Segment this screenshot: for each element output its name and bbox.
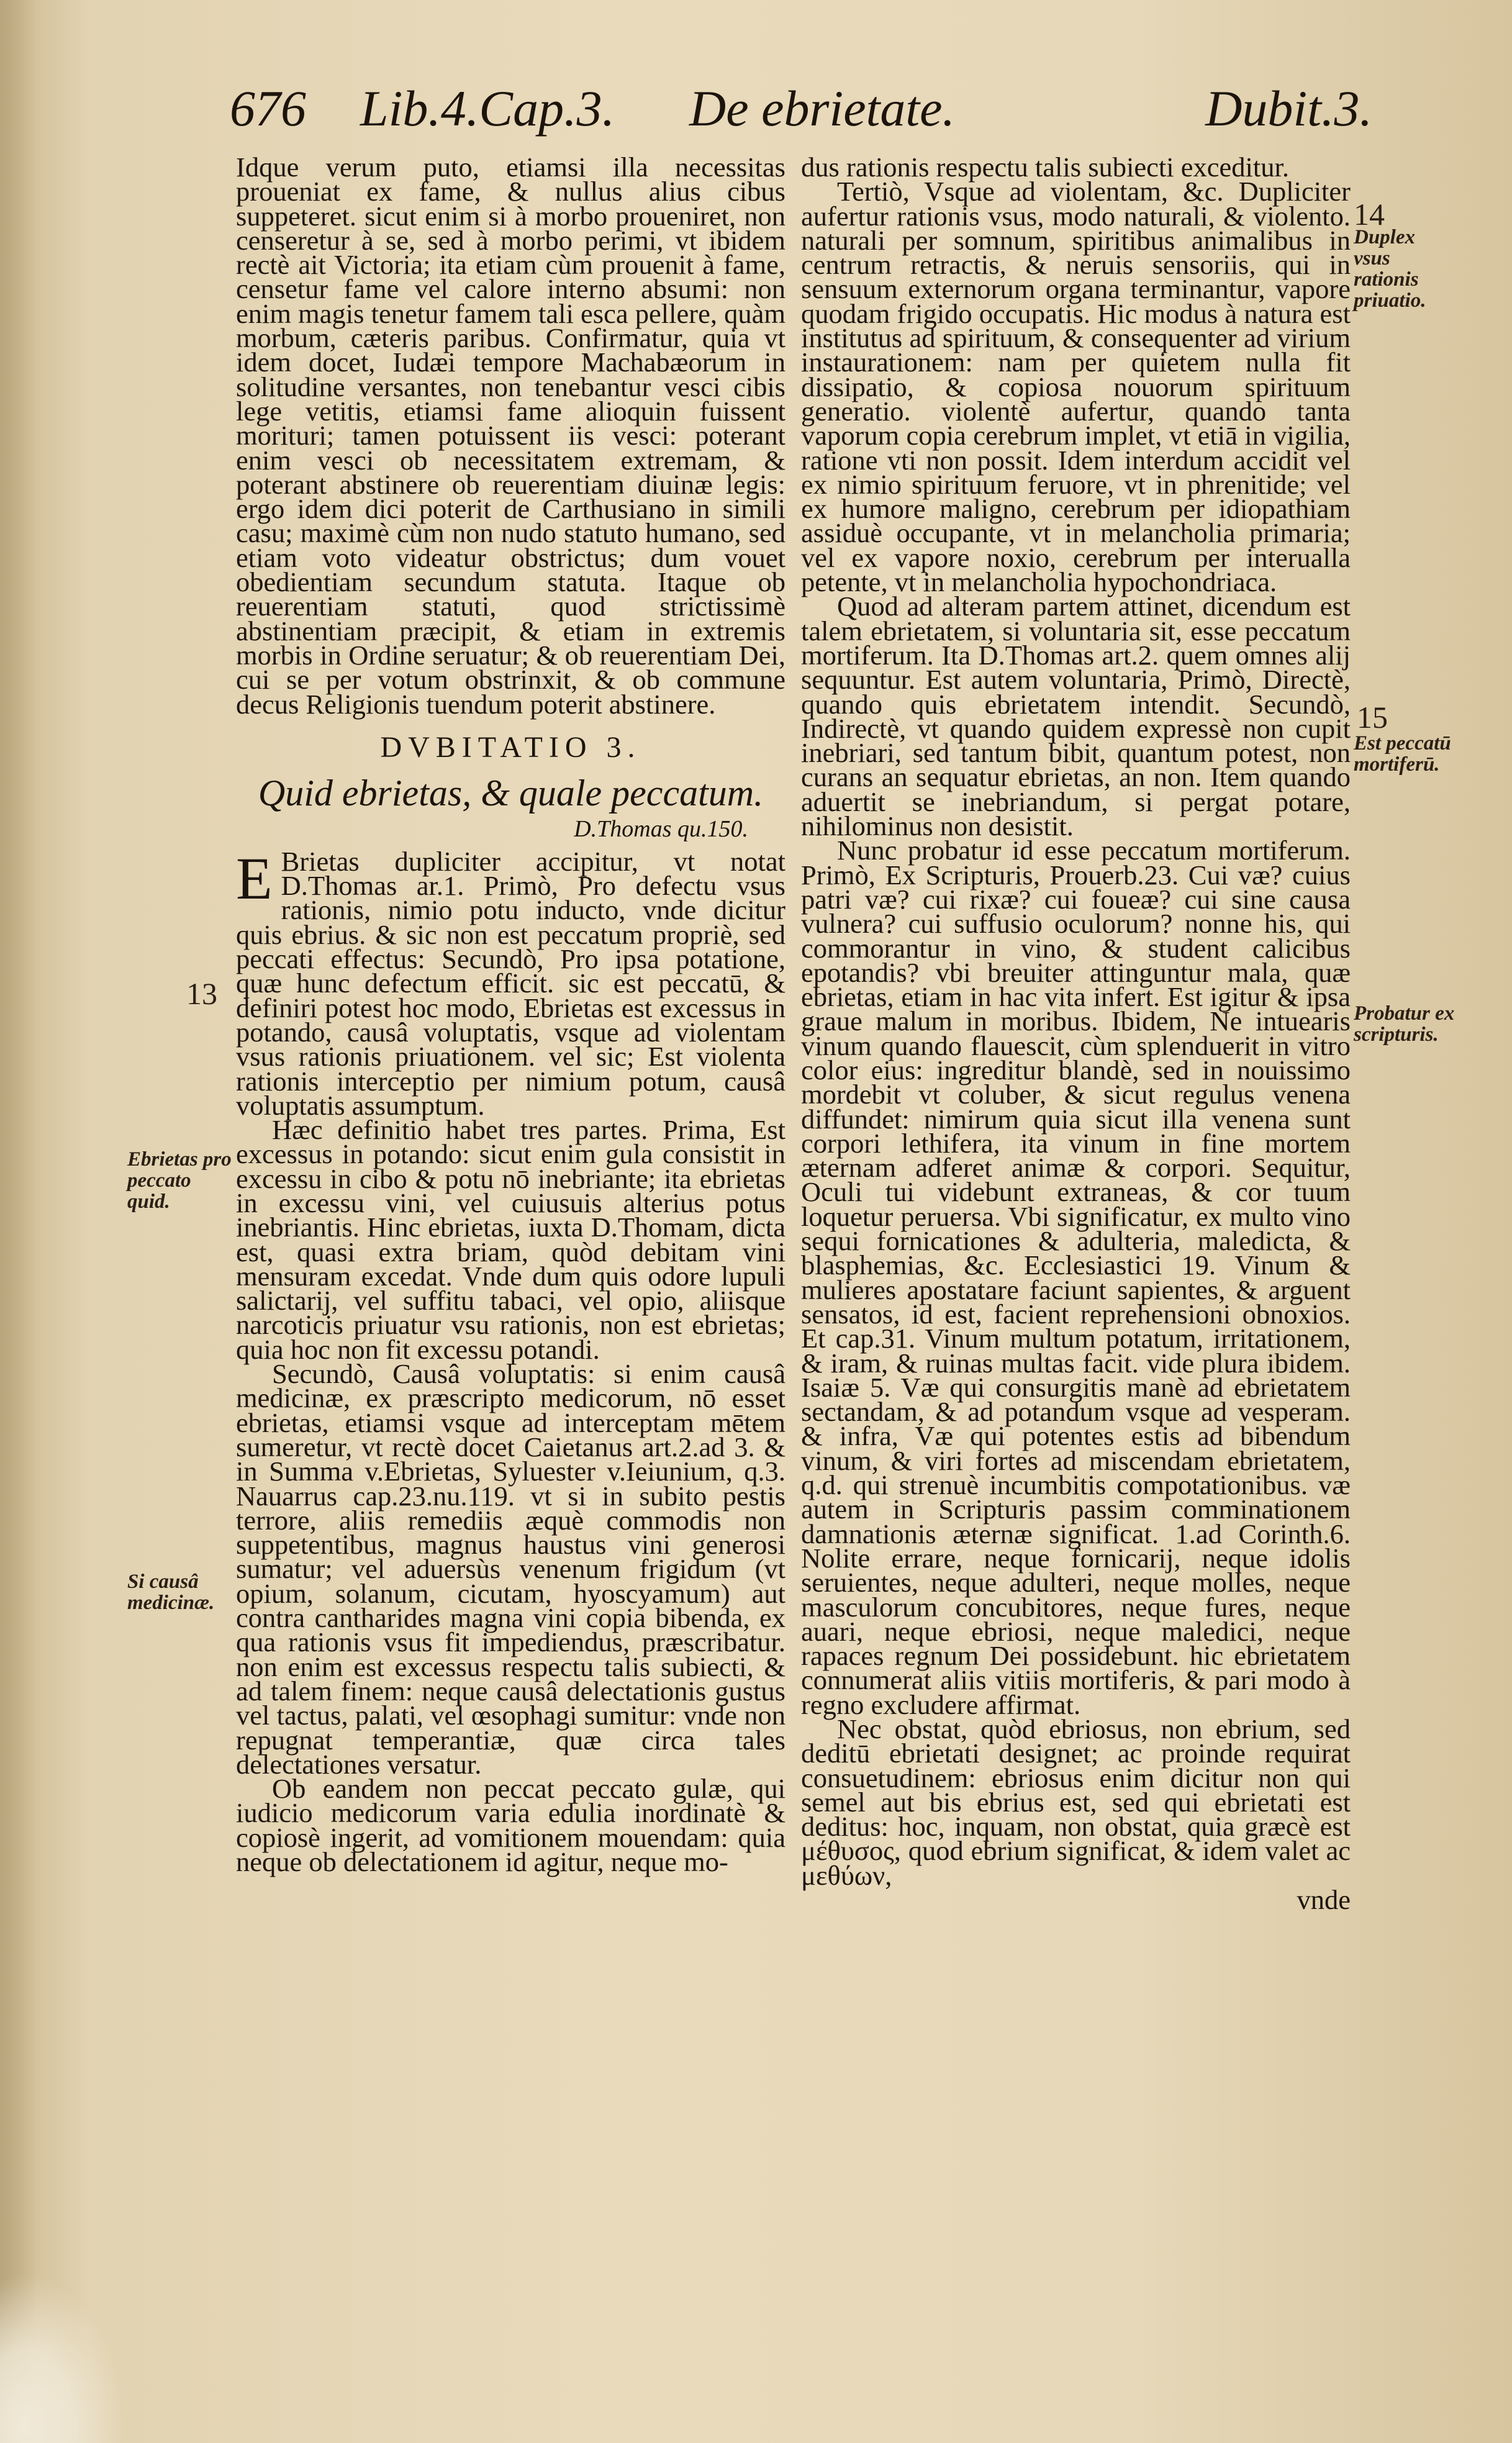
margin-number-14: 14 xyxy=(1354,197,1385,232)
margin-note-si-causa: Si causâ medicinæ. xyxy=(127,1571,215,1614)
margin-note-probatur: Probatur ex scripturis. xyxy=(1354,1002,1455,1046)
dubitatio-title: Quid ebrietas, & quale peccatum. xyxy=(258,772,764,814)
right-paragraph-5: Nec obstat, quòd ebriosus, non ebrium, sed deditū ebrietati designet; ac proinde requirat consuetudinem: ebriosus enim dicitur non qui semel aut bis ebrius est, sed qui ebrietati est deditus: hoc, inquam, non obstat, quia græcè est μέθυσος, quod ebrium significat, & idem valet ac μεθύων, xyxy=(801,1713,1351,1891)
catchword: vnde xyxy=(1297,1884,1351,1916)
dubitatio-heading: DVBITATIO 3. xyxy=(380,730,641,764)
left-column xyxy=(236,152,785,1877)
book-chapter: Lib.4.Cap.3. xyxy=(360,80,615,137)
running-title: De ebrietate. xyxy=(689,80,956,137)
right-column xyxy=(801,152,1351,1916)
right-paragraph-2: Tertiò, Vsque ad violentam, &c. Dupliciter aufertur rationis vsus, modo naturali, & violento. naturali per somnum, spiritibus animalibus in centrum retractis, & neruis sensoriis, qui in sensuum externorum organa terminantur, vapore quodam frigido occupatis. Hic modus à natura est institutus ad spirituum, & consequenter ad virium instaurationem: nam per quietem nulla fit dissipatio, & copiosa nouorum spirituum generatio. violentè aufertur, quando tanta vaporum copia cerebrum implet, vt etiā in vigilia, ratione vti non possit. Idem interdum accidit vel ex nimio spirituum feruore, vt in phrenitide; vel ex humore maligno, cerebrum per idiopathiam assiduè occupante, vt in melancholia primaria; vel ex vapore noxio, cerebrum per interualla petente, vt in melancholia hypochondriaca. xyxy=(801,176,1351,598)
margin-note-ebrietas: Ebrietas pro peccato quid. xyxy=(127,1148,232,1213)
left-paragraph-2-text: Brietas dupliciter accipitur, vt notat D.Thomas ar.1. Primò, Pro defectu vsus rationis, nimio potu inducto, vnde dicitur quis ebrius. & sic non est peccatum propriè, sed peccati effectus: Secundò, Pro ipsa potatione, quæ hunc defectum efficit. sic est peccatū, & definiri potest hoc modo, Ebrietas est excessus in potando, causâ voluptatis, vsque ad violentam vsus rationis priuationem. vel sic; Est violenta rationis interceptio per nimium potum, causâ voluptatis assumptum. xyxy=(236,845,785,1121)
left-paragraph-5: Ob eandem non peccat peccato gulæ, qui iudicio medicorum varia edulia inordinatè & copiosè ingerit, ad vomitionem mouendam: quia neque ob delectationem id agitur, neque mo- xyxy=(236,1773,785,1877)
left-paragraph-2 xyxy=(236,845,785,1121)
margin-note-duplex: Duplex vsus rationis priuatio. xyxy=(1354,226,1426,312)
right-paragraph-1: dus rationis respectu talis subiecti exceditur. xyxy=(801,152,1289,183)
margin-number-13: 13 xyxy=(186,976,217,1011)
right-paragraph-3: Quod ad alteram partem attinet, dicendum est talem ebrietatem, si voluntaria sit, esse peccatum mortiferum. Ita D.Thomas art.2. quem omnes alij sequuntur. Est autem voluntaria, Primò, Directè, quando quis ebrietatem intendit. Secundò, Indirectè, vt quando quidem expressè non cupit inebriari, sed tantum bibit, quantum potest, non curans an sequatur ebrietas, an non. Item quando aduertit se inebriandum, si pergat potare, nihilominus non desistit. xyxy=(801,591,1351,842)
left-paragraph-4: Secundò, Causâ voluptatis: si enim causâ medicinæ, ex præscripto medicorum, nō esset ebrietas, etiamsi vsque ad interceptam mētem sumeretur, vt rectè docet Caietanus art.2.ad 3. & in Summa v.Ebrietas, Syluester v.Ieiunium, q.3. Nauarrus cap.23.nu.119. vt si in subito pestis terrore, aliis remediis æquè commodis non suppetentibus, magnus haustus vini generosi sumatur; vel aduersùs venenum frigidum (vt opium, solanum, cicutam, hyoscyamum) aut contra cantharides magna vini copia bibenda, ex qua rationis vsus fit impediendus, præscribatur. non enim est excessus respectu talis subiecti, & ad talem finem: neque causâ delectationis gustus vel tactus, palati, vel œsophagi sumitur: vnde non repugnat temperantiæ, quæ circa tales delectationes versatur. xyxy=(236,1358,785,1780)
dubitatio-number: Dubit.3. xyxy=(1205,80,1372,137)
left-paragraph-3: Hæc definitio habet tres partes. Prima, Est excessus in potando: sicut enim gula consistit in excessu in cibo & potu nō inebriante; ita ebrietas in excessu vini, vel cuiusuis alterius potus inebriantis. Hinc ebrietas, iuxta D.Thomam, dicta est, quasi extra briam, quòd debitam vini mensuram excedat. Vnde dum quis odore lupuli salictarij, vel suffitu tabaci, vel opio, aliisque narcoticis priuatur vsu rationis, non est ebrietas; quia hoc non fit excessu potandi. xyxy=(236,1114,785,1365)
left-paragraph-1: Idque verum puto, etiamsi illa necessitas proueniat ex fame, & nullus alius cibus suppeteret. sicut enim si à morbo proueniret, non censeretur à se, sed à morbo perimi, vt ibidem rectè ait Victoria; ita etiam cùm prouenit à fame, censetur fame vel calore interno absumi: non enim magis tenetur famem tali esca pellere, quàm morbum, cæteris paribus. Confirmatur, quia vt idem docet, Iudæi tempore Machabæorum in solitudine versantes, non tenebantur vesci cibis lege vetitis, etiamsi fame alioquin fuissent morituri; tamen potuissent iis vesci: poterant enim vesci ob necessitatem extremam, & poterant abstinere ob reuerentiam diuinæ legis: ergo idem dici poterit de Carthusiano in simili casu; maximè cùm non nudo statuto humano, sed etiam voto videatur obstrictus; dum vouet obedientiam secundum statuta. Itaque ob reuerentiam statuti, quod strictissimè abstinentiam præcipit, & etiam in extremis morbis in Ordine seruatur; & ob reuerentiam Dei, cui se per votum obstrinxit, & ob commune decus Religionis tuendum poterit abstinere. xyxy=(236,152,785,720)
right-paragraph-4: Nunc probatur id esse peccatum mortiferum. Primò, Ex Scripturis, Prouerb.23. Cui væ? cuius patri væ? cui rixæ? cui foueæ? cui sine causa vulnera? cui suffusio oculorum? nonne his, qui commorantur in vino, & student calicibus epotandis? vbi breuiter attinguntur mala, quæ ebrietas, etiam in hac vita infert. Est igitur & ipsa graue malum in moribus. Ibidem, Ne intuearis vinum quando flauescit, cùm splenduerit in vitro color eius: ingreditur blandè, sed in nouissimo mordebit vt coluber, & sicut regulus venena diffundet: nimirum quia sicut illa venena sunt corpori lethifera, ita vinum in fine mortem æternam adferet animæ & corpori. Sequitur, Oculi tui videbunt extraneas, & cor tuum loquetur peruersa. Vbi significatur, ex multo vino sequi fornicationes & adulteria, maledicta, & blasphemias, &c. Ecclesiastici 19. Vinum & mulieres apostatare faciunt sapientes, & arguent sensatos, id est, facient reprehensioni obnoxios. Et cap.31. Vinum multum potatum, irritationem, & iram, & ruinas multas facit. vide plura ibidem. Isaiæ 5. Væ qui consurgitis manè ad ebrietatem sectandam, & ad potandum vsque ad vesperam. & infra, Væ qui potentes estis ad bibendum vinum, & viri fortes ad miscendam ebrietatem, q.d. qui strenuè incumbitis compotationibus. væ autem in Scripturis passim comminationem damnationis æternæ significat. 1.ad Corinth.6. Nolite errare, neque fornicarij, neque idolis seruientes, neque adulteri, neque molles, neque masculorum concubitores, neque fures, neque auari, neque ebriosi, neque maledici, neque rapaces regnum Dei possidebunt. hic ebrietatem connumerat aliis vitiis mortiferis, & pari modo à regno excludere affirmat. xyxy=(801,835,1351,1720)
dubitatio-reference: D.Thomas qu.150. xyxy=(574,815,748,842)
folio-number: 676 xyxy=(230,80,306,137)
margin-note-est-peccatum: Est peccatū mortiferū. xyxy=(1354,732,1451,776)
drop-cap: E xyxy=(236,845,273,912)
margin-number-15: 15 xyxy=(1357,700,1388,735)
page-gutter-shadow xyxy=(0,0,37,2443)
running-header xyxy=(230,75,1372,149)
page-corner-damage xyxy=(0,2273,124,2443)
